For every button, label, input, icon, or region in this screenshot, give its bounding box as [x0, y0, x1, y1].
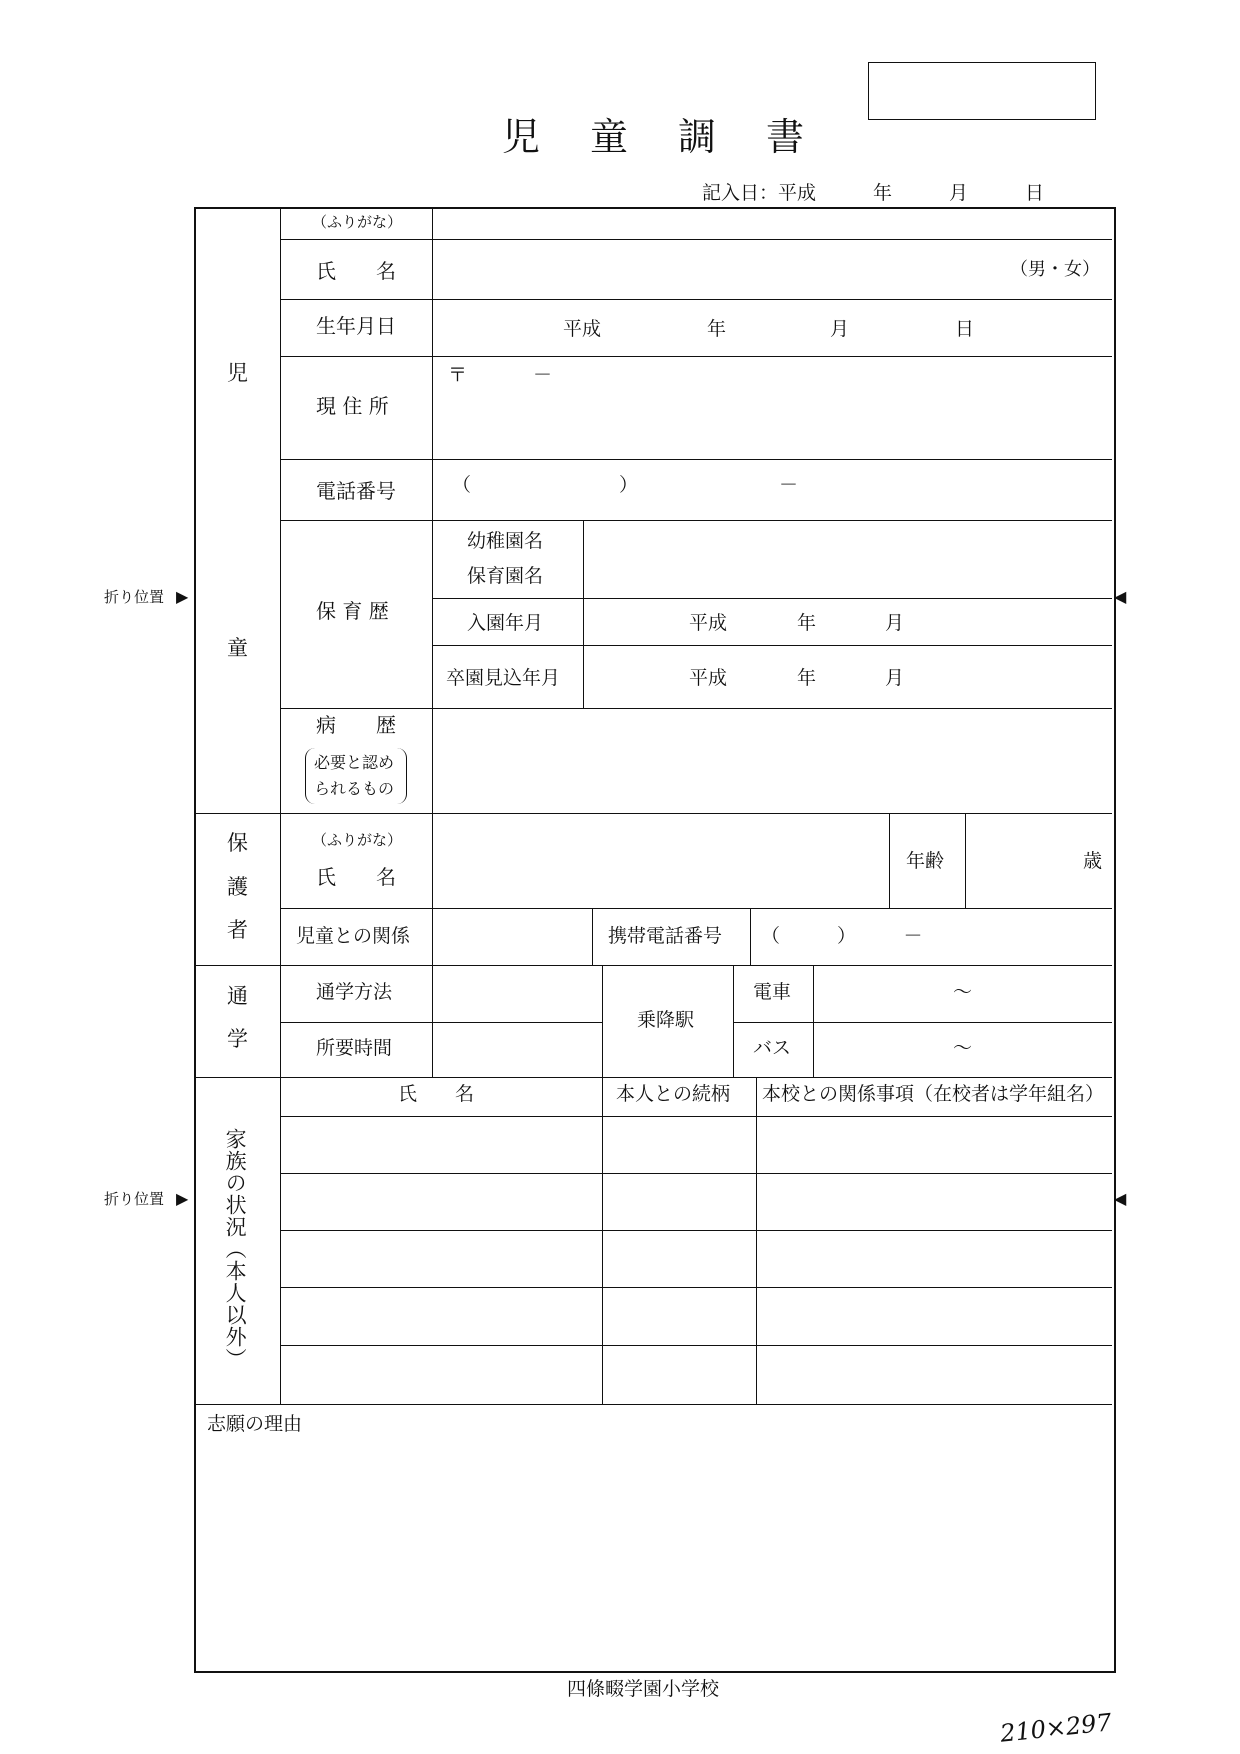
child-phone-input[interactable] — [434, 461, 1110, 519]
family-row-2[interactable] — [283, 1175, 1110, 1229]
graduation-year-unit: 年 — [797, 667, 817, 689]
divider — [281, 1116, 1112, 1117]
family-section-label: 家族の状況（本人以外） — [223, 1128, 248, 1370]
medical-history-label: 病 歴 — [316, 713, 396, 737]
guardian-mobile-input[interactable] — [752, 910, 1110, 964]
postal-mark: 〒 — [448, 364, 468, 386]
train-label: 電車 — [753, 981, 792, 1003]
commute-method-input[interactable] — [434, 967, 600, 1021]
divider — [592, 908, 593, 965]
guardian-mobile-format: （ ） － — [761, 925, 923, 947]
fold-position-label-upper: 折り位置 — [104, 588, 165, 606]
guardian-label-char-1: 保 — [227, 831, 248, 855]
receipt-number-box[interactable] — [868, 62, 1096, 120]
divider — [280, 1077, 281, 1404]
child-birthdate-year-unit: 年 — [707, 318, 727, 340]
family-row-5[interactable] — [283, 1347, 1110, 1403]
child-birthdate-label: 生年月日 — [316, 314, 396, 338]
graduation-month-unit: 月 — [885, 667, 905, 689]
school-name: 四條畷学園小学校 — [567, 1678, 720, 1700]
child-birthdate-era: 平成 — [563, 318, 602, 340]
divider — [433, 598, 1112, 599]
divider — [195, 1404, 1112, 1405]
divider — [750, 908, 751, 965]
divider — [433, 645, 1112, 646]
train-station-input[interactable] — [815, 967, 1110, 1021]
child-name-label: 氏 名 — [316, 259, 396, 283]
graduation-date-label: 卒園見込年月 — [446, 667, 561, 689]
commute-label-char-2: 学 — [227, 1027, 248, 1051]
divider — [280, 208, 281, 1077]
bus-label: バス — [753, 1037, 792, 1059]
medical-note-line1: 必要と認め — [314, 753, 395, 772]
enrollment-month-unit: 月 — [885, 612, 905, 634]
divider — [813, 965, 814, 1077]
entry-date: 記入日：平成 年 月 日 — [702, 182, 1045, 204]
child-birthdate-day-unit: 日 — [955, 318, 975, 340]
child-section-label-top: 児 — [227, 361, 248, 385]
application-reason-input[interactable] — [197, 1440, 1109, 1666]
divider — [281, 708, 1112, 709]
station-label: 乗降駅 — [637, 1009, 695, 1031]
bus-tilde: ～ — [953, 1037, 973, 1059]
child-furigana-label: （ふりがな） — [312, 213, 403, 231]
form-title: 児 童 調 書 — [502, 115, 811, 159]
commute-time-input[interactable] — [434, 1024, 600, 1076]
child-address-input[interactable] — [434, 358, 1110, 458]
fold-arrow-right-lower: ▶ — [176, 1189, 189, 1208]
family-col-relation: 本人との続柄 — [616, 1083, 731, 1105]
medical-history-note — [305, 748, 407, 804]
guardian-relation-input[interactable] — [434, 910, 590, 964]
child-furigana-input[interactable] — [434, 210, 1110, 238]
child-phone-close: ） — [619, 474, 639, 496]
fold-arrow-left-lower: ◀ — [1114, 1189, 1127, 1208]
guardian-age-input[interactable] — [967, 815, 1087, 907]
guardian-relation-label: 児童との関係 — [296, 925, 411, 947]
divider — [195, 1077, 1112, 1078]
child-address-label: 現 住 所 — [316, 394, 389, 418]
guardian-label-char-2: 護 — [227, 875, 248, 899]
divider — [889, 813, 890, 908]
family-col-name: 氏 名 — [398, 1083, 475, 1105]
commute-time-label: 所要時間 — [316, 1037, 393, 1059]
divider — [281, 1287, 1112, 1288]
divider — [583, 520, 584, 708]
train-tilde: ～ — [953, 981, 973, 1003]
child-phone-dash: － — [779, 474, 799, 496]
guardian-name-label: 氏 名 — [316, 865, 396, 889]
application-reason-label: 志願の理由 — [207, 1413, 303, 1435]
divider — [281, 459, 1112, 460]
divider — [281, 1022, 602, 1023]
divider — [281, 299, 1112, 300]
divider — [281, 1345, 1112, 1346]
child-birthdate-input[interactable] — [434, 301, 1110, 355]
enrollment-year-unit: 年 — [797, 612, 817, 634]
fold-arrow-left-upper: ◀ — [1114, 587, 1127, 606]
family-row-1[interactable] — [283, 1118, 1110, 1172]
divider — [195, 965, 1112, 966]
handwritten-paper-size: 210×297 — [998, 1708, 1113, 1748]
divider — [281, 239, 1112, 240]
guardian-age-unit: 歳 — [1083, 850, 1103, 872]
divider — [733, 965, 734, 1077]
enrollment-date-label: 入園年月 — [467, 612, 544, 634]
kindergarten-name-label: 幼稚園名 — [467, 530, 544, 552]
child-birthdate-month-unit: 月 — [830, 318, 850, 340]
commute-label-char-1: 通 — [227, 984, 248, 1008]
graduation-era: 平成 — [689, 667, 728, 689]
divider — [733, 1022, 1112, 1023]
medical-note-line2: られるもの — [314, 779, 395, 798]
medical-history-input[interactable] — [434, 710, 1110, 812]
family-row-4[interactable] — [283, 1289, 1110, 1344]
enrollment-era: 平成 — [689, 612, 728, 634]
child-gender-choice[interactable]: （男・女） — [1010, 259, 1100, 280]
divider — [602, 965, 603, 1077]
divider — [195, 813, 1112, 814]
divider — [281, 1230, 1112, 1231]
guardian-age-label: 年齢 — [906, 850, 945, 872]
divider — [281, 356, 1112, 357]
child-section-label-bottom: 童 — [227, 636, 248, 660]
child-name-input[interactable] — [434, 241, 994, 298]
childcare-history-label: 保 育 歴 — [316, 599, 389, 623]
divider — [281, 1173, 1112, 1174]
graduation-date-input[interactable] — [585, 647, 1110, 707]
postal-dash: － — [533, 364, 553, 386]
bus-station-input[interactable] — [815, 1024, 1110, 1076]
guardian-mobile-label: 携帯電話番号 — [608, 925, 723, 947]
guardian-label-char-3: 者 — [227, 918, 248, 942]
child-phone-label: 電話番号 — [316, 479, 396, 503]
fold-arrow-right-upper: ▶ — [176, 587, 189, 606]
divider — [432, 813, 433, 1077]
enrollment-date-input[interactable] — [585, 600, 1110, 644]
family-row-3[interactable] — [283, 1232, 1110, 1286]
divider — [281, 908, 1112, 909]
nursery-name-label: 保育園名 — [467, 565, 544, 587]
child-phone-open: （ — [452, 474, 472, 496]
guardian-name-input[interactable] — [434, 815, 888, 907]
guardian-furigana-label: （ふりがな） — [312, 831, 403, 849]
family-col-school: 本校との関係事項（在校者は学年組名） — [762, 1083, 1105, 1105]
childcare-facility-input[interactable] — [585, 522, 1110, 597]
divider — [965, 813, 966, 908]
divider — [281, 520, 1112, 521]
commute-method-label: 通学方法 — [316, 981, 393, 1003]
fold-position-label-lower: 折り位置 — [104, 1190, 165, 1208]
